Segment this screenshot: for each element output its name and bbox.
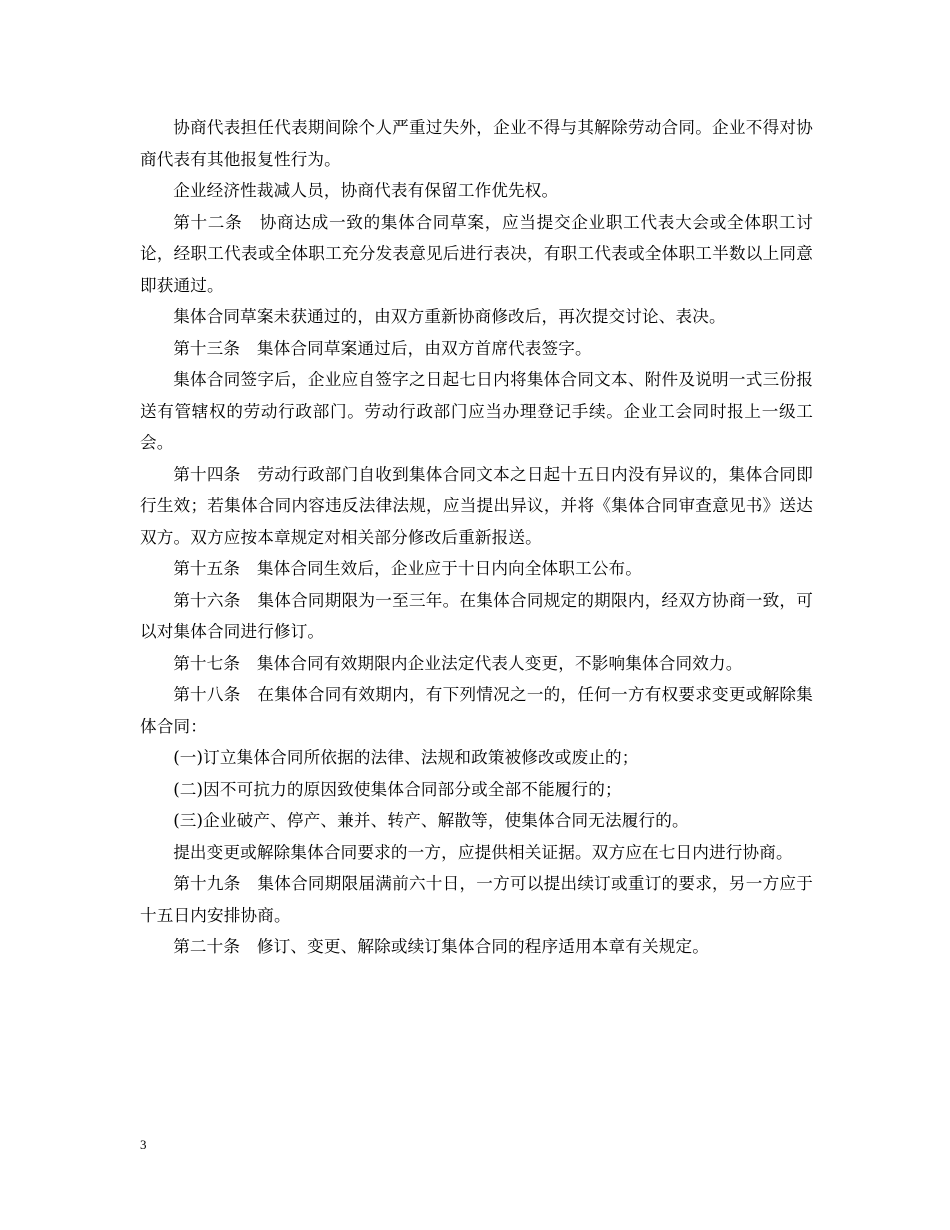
article-15: 第十五条 集体合同生效后，企业应于十日内向全体职工公布。 — [173, 559, 643, 578]
article-13: 第十三条 集体合同草案通过后，由双方首席代表签字。 — [173, 338, 592, 358]
article-19: 第十九条 集体合同期限届满前六十日，一方可以提出续订或重订的要求，另一方应于十五日内安排协商。 — [140, 874, 813, 925]
list-item: (一)订立集体合同所依据的法律、法规和政策被修改或废止的； — [173, 748, 639, 767]
paragraph: 企业经济性裁减人员，协商代表有保留工作优先权。 — [173, 181, 559, 200]
article-12: 第十二条 协商达成一致的集体合同草案，应当提交企业职工代表大会或全体职工讨论，经职工代表或全体职工充分发表意见后进行表决，有职工代表或全体职工半数以上同意即获通过。 — [140, 212, 813, 295]
document-body — [140, 112, 813, 963]
paragraph: 集体合同草案未获通过的，由双方重新协商修改后，再次提交讨论、表决。 — [173, 307, 726, 326]
list-item: (三)企业破产、停产、兼并、转产、解散等，使集体合同无法履行的。 — [173, 811, 689, 830]
article-18: 第十八条 在集体合同有效期内，有下列情况之一的，任何一方有权要求变更或解除集体合同： — [140, 685, 813, 736]
article-16: 第十六条 集体合同期限为一至三年。在集体合同规定的期限内，经双方协商一致，可以对集体合同进行修订。 — [140, 590, 813, 641]
article-20: 第二十条 修订、变更、解除或续订集体合同的程序适用本章有关规定。 — [173, 937, 709, 956]
paragraph: 协商代表担任代表期间除个人严重过失外，企业不得与其解除劳动合同。企业不得对协商代表有其他报复性行为。 — [140, 118, 813, 169]
article-17: 第十七条 集体合同有效期限内企业法定代表人变更，不影响集体合同效力。 — [173, 653, 743, 673]
page-number: 3 — [140, 1137, 147, 1152]
article-14: 第十四条 劳动行政部门自收到集体合同文本之日起十五日内没有异议的，集体合同即行生效；若集体合同内容违反法律法规，应当提出异议，并将《集体合同审查意见书》送达双方。双方应按本章规定对相关部分修改后重新报送。 — [140, 464, 813, 547]
paragraph: 集体合同签字后，企业应自签字之日起七日内将集体合同文本、附件及说明一式三份报送有管辖权的劳动行政部门。劳动行政部门应当办理登记手续。企业工会同时报上一级工会。 — [140, 370, 813, 452]
list-item: (二)因不可抗力的原因致使集体合同部分或全部不能履行的； — [173, 779, 622, 799]
paragraph: 提出变更或解除集体合同要求的一方，应提供相关证据。双方应在七日内进行协商。 — [173, 842, 793, 862]
